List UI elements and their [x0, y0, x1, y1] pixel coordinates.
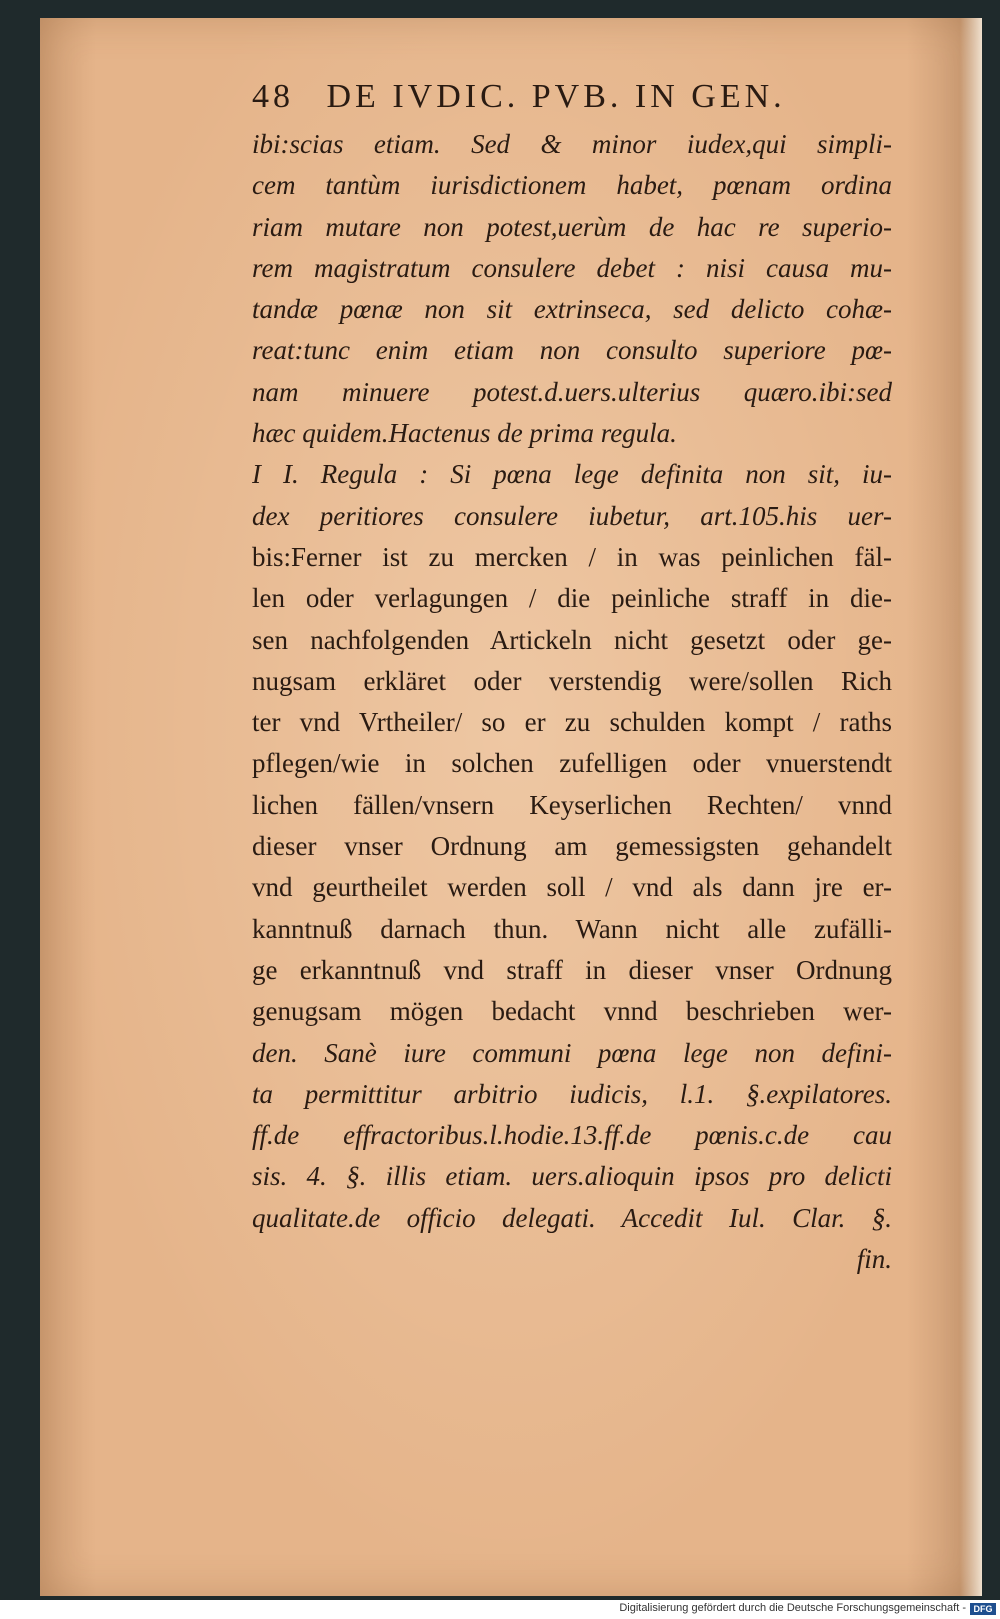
text-line: vnd geurtheilet werden soll / vnd als dann jre er- — [252, 872, 892, 903]
running-head — [252, 78, 892, 116]
text-line: ibi:scias etiam. Sed & minor iudex,qui simpli- — [252, 129, 892, 159]
text-line: tandæ pœnæ non sit extrinseca, sed delicto cohæ- — [252, 294, 892, 325]
text-line: I I. Regula : Si pœna lege definita non sit, iu- — [252, 459, 892, 490]
page-number: 48 — [252, 78, 294, 115]
running-head-title: DE IVDIC. PVB. IN GEN. — [326, 78, 786, 115]
text-line: ge erkanntnuß vnd straff in dieser vnser Ordnung — [252, 954, 892, 985]
text-line: riam mutare non potest,uerùm de hac re superio- — [252, 211, 892, 242]
text-line: ter vnd Vrtheiler/ so er zu schulden kompt / raths — [252, 707, 892, 738]
text-line: dieser vnser Ordnung am gemessigsten gehandelt — [252, 831, 892, 862]
catchword: fin. — [856, 1244, 892, 1275]
text-line: nam minuere potest.d.uers.ulterius quæro.ibi:sed — [252, 376, 892, 407]
text-line: ff.de effractoribus.l.hodie.13.ff.de pœnis.c.de cau — [252, 1120, 892, 1151]
text-line: dex peritiores consulere iubetur, art.105.his uer- — [252, 500, 892, 531]
dfg-logo: DFG — [970, 1603, 996, 1615]
text-line: ta permittitur arbitrio iudicis, l.1. §.expilatores. — [252, 1078, 892, 1109]
text-line: genugsam mögen bedacht vnnd beschrieben wer- — [252, 996, 892, 1027]
text-line: reat:tunc enim etiam non consulto superiore pœ- — [252, 335, 892, 366]
text-line: lichen fällen/vnsern Keyserlichen Rechten/ vnnd — [252, 789, 892, 820]
text-line: len oder verlagungen / die peinliche straff in die- — [252, 583, 892, 614]
text-line: den. Sanè iure communi pœna lege non defini- — [252, 1037, 892, 1068]
text-line: nugsam erkläret oder verstendig were/sollen Rich — [252, 665, 892, 696]
funding-notice: Digitalisierung gefördert durch die Deutsche Forschungsgemeinschaft - — [619, 1602, 966, 1614]
text-line: bis:Ferner ist zu mercken / in was peinlichen fäl- — [252, 541, 892, 572]
text-line: pflegen/wie in solchen zufelligen oder vnuerstendt — [252, 748, 892, 779]
text-line: qualitate.de officio delegati. Accedit Iul. Clar. §. — [252, 1202, 892, 1233]
text-line: hæc quidem.Hactenus de prima regula. — [252, 418, 677, 449]
text-line: sen nachfolgenden Artickeln nicht gesetzt oder ge- — [252, 624, 892, 655]
text-line: rem magistratum consulere debet : nisi causa mu- — [252, 252, 892, 283]
page-edge — [960, 18, 982, 1596]
text-line: sis. 4. §. illis etiam. uers.alioquin ipsos pro delicti — [252, 1161, 892, 1192]
text-line: kanntnuß darnach thun. Wann nicht alle zufälli- — [252, 913, 892, 944]
page-text — [252, 124, 892, 1280]
text-line: cem tantùm iurisdictionem habet, pœnam ordina — [252, 170, 892, 201]
digitization-footer — [0, 1600, 1000, 1619]
